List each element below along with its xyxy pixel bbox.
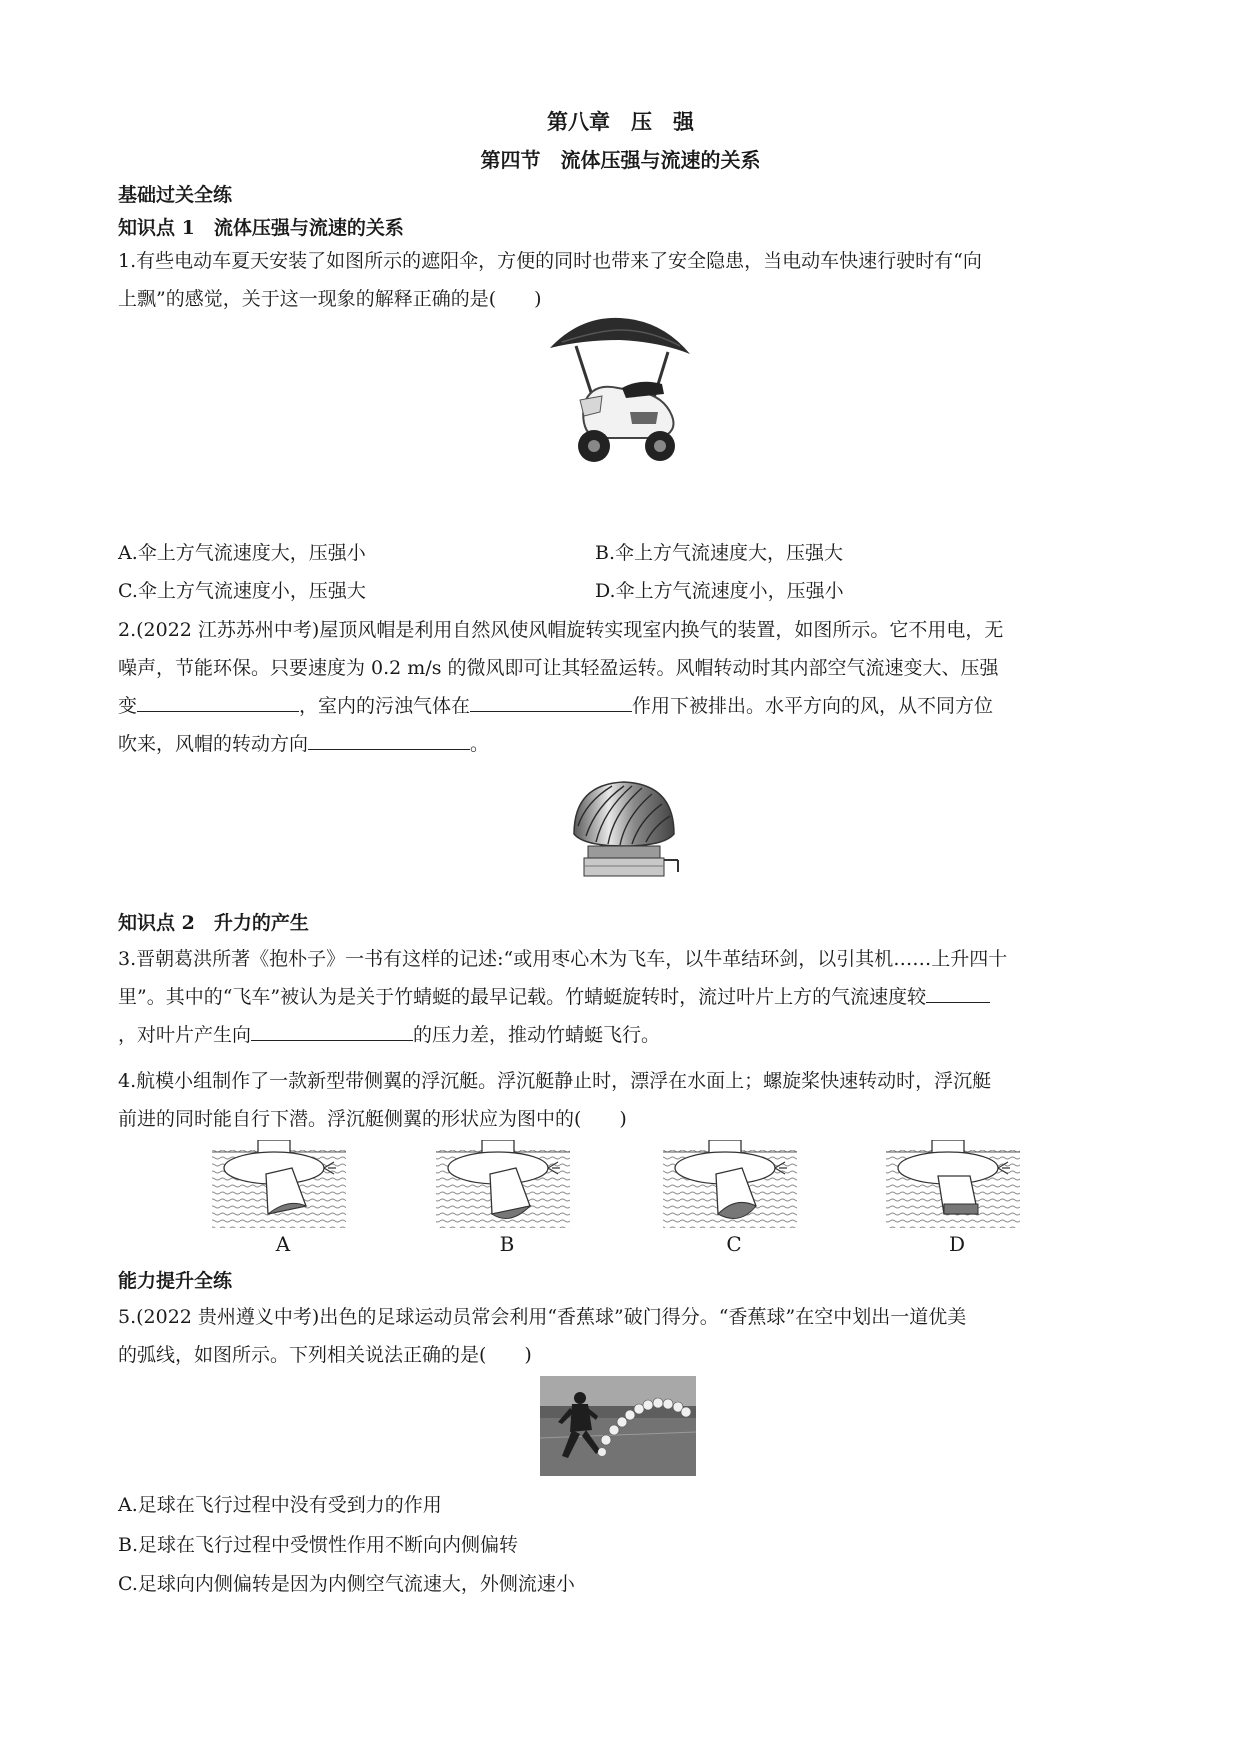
q2-line-3-text-b: ，室内的污浊气体在 — [299, 695, 471, 717]
chapter-title: 第八章 压 强 — [547, 109, 694, 134]
q5-option-c[interactable]: C.足球向内侧偏转是因为内侧空气流速大，外侧流速小 — [118, 1573, 575, 1595]
part-heading-advanced: 能力提升全练 — [118, 1270, 233, 1292]
q3-line-3 — [118, 1020, 660, 1047]
q3-line-3-text-b: 的压力差，推动竹蜻蜓飞行。 — [413, 1024, 661, 1046]
option-b-diagram[interactable] — [436, 1140, 570, 1228]
q4-line-2: 前进的同时能自行下潜。浮沉艇侧翼的形状应为图中的( ) — [118, 1108, 627, 1130]
q4-label-b: B — [499, 1232, 515, 1256]
knowledge-point-1: 知识点 1 流体压强与流速的关系 — [118, 217, 404, 239]
q3-line-2-text: 里”。其中的“飞车”被认为是关于竹蜻蜓的最早记载。竹蜻蜓旋转时，流过叶片上方的气流速度较 — [118, 986, 927, 1008]
knowledge-point-2: 知识点 2 升力的产生 — [118, 912, 309, 934]
q2-line-3-text-c: 作用下被排出。水平方向的风，从不同方位 — [632, 695, 994, 717]
q5-line-1: 5.(2022 贵州遵义中考)出色的足球运动员常会利用“香蕉球”破门得分。“香蕉球”在空中划出一道优美 — [118, 1306, 967, 1328]
q2-line-1: 2.(2022 江苏苏州中考)屋顶风帽是利用自然风使风帽旋转实现室内换气的装置，如图所示。它不用电，无 — [118, 619, 1004, 641]
banana-kick-photo — [540, 1376, 696, 1476]
q2-blank-1[interactable] — [137, 693, 299, 712]
q2-line-3-text-a: 变 — [118, 695, 138, 717]
q2-line-4-text-a: 吹来，风帽的转动方向 — [118, 733, 309, 755]
section-title: 第四节 流体压强与流速的关系 — [480, 148, 761, 172]
q5-line-2: 的弧线，如图所示。下列相关说法正确的是( ) — [118, 1344, 532, 1366]
q3-line-1: 3.晋朝葛洪所著《抱朴子》一书有这样的记述:“或用枣心木为飞车，以牛革结环剑，以引其机……上升四十 — [118, 948, 1008, 970]
q1-option-b[interactable]: B.伞上方气流速度大，压强大 — [595, 542, 844, 564]
q4-label-a: A — [275, 1232, 291, 1256]
q2-line-4 — [118, 729, 489, 756]
q1-option-c[interactable]: C.伞上方气流速度小，压强大 — [118, 580, 366, 602]
q2-line-3 — [118, 691, 993, 718]
submarine-wing-options-figure — [210, 1140, 1030, 1232]
q4-line-1: 4.航模小组制作了一款新型带侧翼的浮沉艇。浮沉艇静止时，漂浮在水面上；螺旋桨快速转动时，浮沉艇 — [118, 1070, 992, 1092]
q2-line-4-text-b: 。 — [470, 733, 490, 755]
q5-option-a[interactable]: A.足球在飞行过程中没有受到力的作用 — [118, 1494, 442, 1516]
q4-label-c: C — [726, 1232, 742, 1256]
option-c-diagram[interactable] — [663, 1140, 797, 1228]
option-d-diagram[interactable] — [886, 1140, 1020, 1228]
q2-blank-3[interactable] — [308, 731, 470, 750]
q1-option-d[interactable]: D.伞上方气流速度小，压强小 — [595, 580, 844, 602]
q3-line-2 — [118, 982, 990, 1009]
scooter-umbrella-figure — [540, 312, 700, 468]
q2-line-2: 噪声，节能环保。只要速度为 0.2 m/s 的微风即可让其轻盈运转。风帽转动时其内部空气流速变大、压强 — [118, 657, 999, 679]
roof-ventilator-figure — [560, 776, 688, 886]
q1-line-1: 1.有些电动车夏天安装了如图所示的遮阳伞，方便的同时也带来了安全隐患，当电动车快速行驶时有“向 — [118, 250, 982, 272]
q2-blank-2[interactable] — [470, 693, 632, 712]
q5-option-b[interactable]: B.足球在飞行过程中受惯性作用不断向内侧偏转 — [118, 1534, 519, 1556]
option-a-diagram[interactable] — [212, 1140, 346, 1228]
part-heading-basic: 基础过关全练 — [118, 184, 233, 206]
q4-label-d: D — [948, 1232, 966, 1256]
q1-line-2: 上飘”的感觉，关于这一现象的解释正确的是( ) — [118, 288, 542, 310]
q3-line-3-text-a: ，对叶片产生向 — [118, 1024, 252, 1046]
q3-blank-2[interactable] — [251, 1022, 413, 1041]
q3-blank-1[interactable] — [926, 984, 990, 1003]
q1-option-a[interactable]: A.伞上方气流速度大，压强小 — [118, 542, 366, 564]
